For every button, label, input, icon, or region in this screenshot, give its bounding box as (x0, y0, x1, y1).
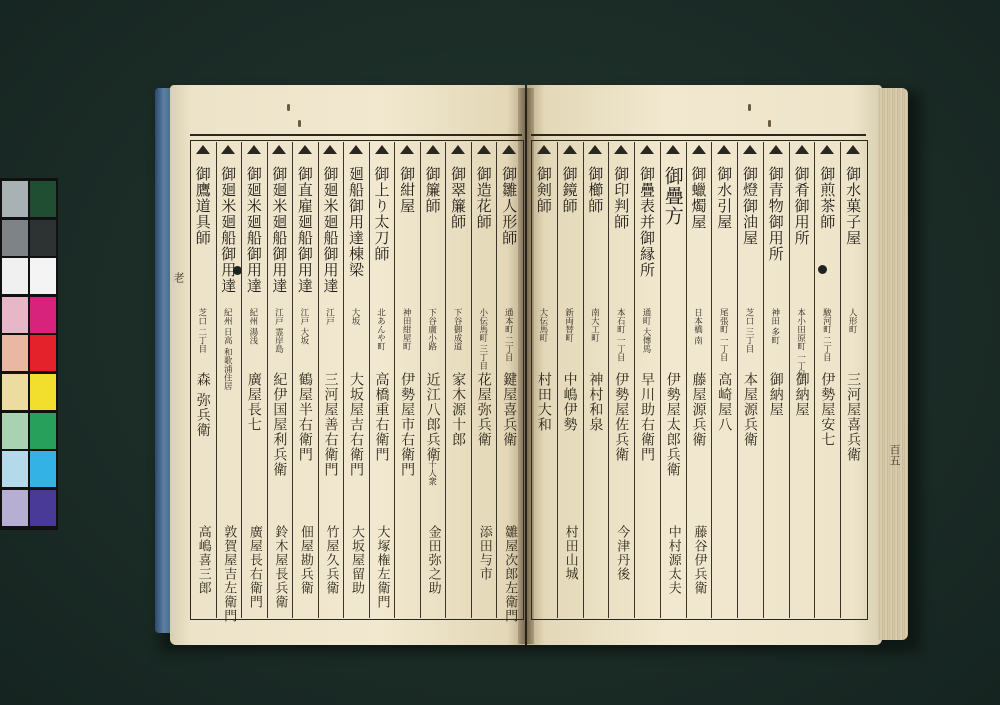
column-marker (692, 145, 706, 154)
address-note: 日本橋 南 (692, 308, 703, 345)
address-note: 本小田原町 一丁目 (795, 308, 806, 379)
merchant-name: 御納屋 (793, 372, 810, 417)
column-rule (634, 142, 635, 618)
trade-heading: 御雛人形師 (500, 166, 519, 246)
address-note: 人形町 (847, 308, 858, 334)
column-marker (272, 145, 286, 154)
merchant-name-secondary: 大坂屋留助 (349, 525, 364, 595)
trade-heading: 御燈御油屋 (741, 166, 760, 246)
trade-heading: 御廻米廻船御用達 (244, 166, 263, 294)
address-note: 本石町 一丁目 (615, 308, 626, 362)
column-rule (814, 142, 815, 618)
column-marker (717, 145, 731, 154)
merchant-name-secondary: 雛屋次郎左衛門 (502, 525, 518, 623)
address-note: 通本町 二丁目 (503, 308, 514, 362)
trade-heading: 御水菓子屋 (844, 166, 863, 246)
column-marker (743, 145, 757, 154)
merchant-name: 森 弥兵衛 (194, 372, 211, 438)
column-marker (563, 145, 577, 154)
folio-left: 老 (172, 272, 185, 283)
merchant-name: 紀伊国屋利兵衛 (271, 372, 288, 477)
merchant-name-secondary: 鈴木屋長兵衛 (272, 525, 288, 609)
trade-heading: 御廻米廻船御用達 (270, 166, 289, 294)
merchant-name: 神村和泉 (587, 372, 604, 432)
address-note: 大坂 (350, 308, 360, 325)
merchant-name: 家木源十郎 (450, 372, 467, 447)
trade-heading: 御疊表并御縁所 (637, 166, 656, 278)
page-mark (298, 120, 301, 127)
address-note: 芝口 三丁目 (744, 308, 755, 354)
color-swatch (30, 181, 56, 217)
trade-heading: 御青物御用所 (766, 166, 785, 262)
column-rule (763, 142, 764, 618)
trade-heading: 廻船御用達棟梁 (347, 166, 365, 278)
address-note: 芝口 二丁目 (196, 308, 207, 354)
column-marker (451, 145, 465, 154)
merchant-name-secondary: 添田与市 (476, 525, 492, 581)
address-note: 北あんや町 (375, 308, 386, 351)
color-swatch (2, 413, 28, 449)
merchant-name: 本屋源兵衛 (742, 372, 759, 447)
address-note: 紀州 日高 和歌浦住居 (222, 308, 233, 390)
address-note: 神田紺屋町 (401, 308, 412, 351)
color-swatch (30, 297, 56, 333)
folio-right: 百五 (888, 444, 901, 466)
address-note: 尾張町 一丁目 (718, 308, 729, 362)
address-note: 神田 多町 (769, 308, 780, 345)
column-rule (840, 142, 841, 618)
merchant-name: 伊勢屋市右衛門 (399, 372, 416, 477)
trade-heading: 御蠟燭屋 (689, 166, 708, 230)
column-marker (477, 145, 491, 154)
color-swatch (2, 297, 28, 333)
trade-heading: 御翠簾師 (449, 166, 468, 230)
column-marker (375, 145, 389, 154)
color-swatch (30, 258, 56, 294)
merchant-name-secondary: 村田山城 (562, 525, 578, 581)
column-rule (557, 142, 558, 618)
address-note: 十人衆 (426, 460, 437, 486)
address-note: 江戸 霊岸島 (273, 308, 284, 354)
color-swatch (30, 451, 56, 487)
color-swatch (2, 220, 28, 256)
trade-heading: 御廻米廻船御用達 (219, 166, 238, 294)
trade-heading: 御印判師 (612, 166, 631, 230)
trade-heading: 御水引屋 (715, 166, 734, 230)
address-note: 大伝馬町 (537, 308, 548, 342)
merchant-name: 御納屋 (767, 372, 784, 417)
merchant-name-secondary: 中村源太夫 (665, 525, 681, 595)
frame-top-rule (531, 134, 866, 136)
merchant-name-secondary: 大塚権左衛門 (374, 525, 390, 609)
color-swatch (2, 181, 28, 217)
merchant-name: 中嶋伊勢 (561, 372, 578, 432)
merchant-name: 伊勢屋安七 (819, 372, 836, 447)
color-swatch (2, 490, 28, 526)
merchant-name: 藤屋源兵衛 (690, 372, 707, 447)
merchant-name-secondary: 廣屋長右衛門 (246, 525, 262, 609)
trade-heading: 御剣師 (534, 166, 553, 214)
merchant-name: 鶴屋半右衛門 (296, 372, 313, 462)
column-rule (660, 142, 661, 618)
merchant-name: 村田大和 (535, 372, 552, 432)
color-swatch (2, 451, 28, 487)
column-rule (789, 142, 790, 618)
column-marker (614, 145, 628, 154)
merchant-name: 伊勢屋太郎兵衛 (664, 372, 681, 477)
column-marker (820, 145, 834, 154)
trade-heading: 御廻米廻船御用達 (321, 166, 340, 294)
column-marker (795, 145, 809, 154)
color-swatch (30, 374, 56, 410)
merchant-name-secondary: 竹屋久兵衛 (323, 525, 339, 595)
column-marker (846, 145, 860, 154)
merchant-name: 早川助右衛門 (638, 372, 655, 462)
column-marker (349, 145, 363, 154)
trade-heading: 御疊方 (661, 166, 684, 226)
address-note: 江戸 大坂 (298, 308, 309, 345)
merchant-name: 花屋弥兵衛 (475, 372, 492, 447)
address-note: 下谷廣小路 (426, 308, 437, 351)
color-swatch (30, 220, 56, 256)
column-marker (400, 145, 414, 154)
column-marker (196, 145, 210, 154)
merchant-name-secondary: 金田弥之助 (425, 525, 441, 595)
column-marker (537, 145, 551, 154)
address-note: 紀州 湯浅 (247, 308, 258, 345)
merchant-name: 三河屋喜兵衛 (845, 372, 862, 462)
color-swatch (2, 258, 28, 294)
trade-heading: 御造花師 (474, 166, 493, 230)
address-note: 南大工町 (589, 308, 600, 342)
address-note: 下谷御成道 (452, 308, 463, 351)
column-rule (608, 142, 609, 618)
address-note: 通町 大傳馬 (640, 308, 651, 354)
merchant-name-secondary: 今津丹後 (614, 525, 630, 581)
merchant-name-secondary: 佃屋勘兵衛 (297, 525, 313, 595)
page-mark (287, 104, 290, 111)
trade-heading: 御肴御用所 (792, 166, 811, 246)
trade-heading: 御直雇廻船御用達 (295, 166, 314, 294)
page-mark (748, 104, 751, 111)
merchant-name: 伊勢屋佐兵衛 (613, 372, 630, 462)
color-swatch (2, 374, 28, 410)
merchant-name-secondary: 高嶋喜三郎 (195, 525, 211, 595)
page-mark (768, 120, 771, 127)
color-swatch (2, 335, 28, 371)
column-marker (426, 145, 440, 154)
merchant-name: 高橋重右衛門 (373, 372, 390, 462)
merchant-name-secondary: 藤谷伊兵衛 (691, 525, 707, 595)
merchant-name: 三河屋善右衛門 (322, 372, 339, 477)
address-note: 新両替町 (563, 308, 574, 342)
trade-heading: 御簾師 (423, 166, 442, 214)
column-marker (502, 145, 516, 154)
address-note: 駿河町 二丁目 (821, 308, 832, 362)
color-swatch (30, 335, 56, 371)
merchant-name: 大坂屋吉右衛門 (348, 372, 364, 477)
trade-heading: 御鏡師 (560, 166, 579, 214)
trade-heading: 御鷹道具師 (193, 166, 212, 246)
trade-heading: 御上り太刀師 (372, 166, 391, 262)
frame-top-rule (190, 134, 522, 136)
column-rule (737, 142, 738, 618)
column-marker (298, 145, 312, 154)
column-marker (323, 145, 337, 154)
column-rule (583, 142, 584, 618)
color-swatch (30, 490, 56, 526)
column-marker (588, 145, 602, 154)
trade-heading: 御煎茶師 (818, 166, 837, 230)
column-rule (686, 142, 687, 618)
address-note: 江戸 (324, 308, 335, 325)
column-marker (640, 145, 654, 154)
color-checker-card (0, 178, 58, 530)
page-edges (878, 88, 908, 640)
column-rule (711, 142, 712, 618)
merchant-name: 高崎屋八 (716, 372, 733, 432)
merchant-name: 近江八郎兵衛 (424, 372, 441, 462)
column-marker (247, 145, 261, 154)
column-marker (769, 145, 783, 154)
column-marker (666, 145, 680, 154)
address-note: 小伝馬町 三丁目 (477, 308, 488, 371)
trade-heading: 御櫛師 (586, 166, 605, 214)
column-marker (221, 145, 235, 154)
merchant-name: 鍵屋喜兵衛 (501, 372, 518, 447)
merchant-name: 廣屋長七 (245, 372, 262, 432)
color-swatch (30, 413, 56, 449)
merchant-name-secondary: 敦賀屋吉左衛門 (221, 525, 237, 623)
trade-heading: 御紺屋 (398, 166, 417, 214)
